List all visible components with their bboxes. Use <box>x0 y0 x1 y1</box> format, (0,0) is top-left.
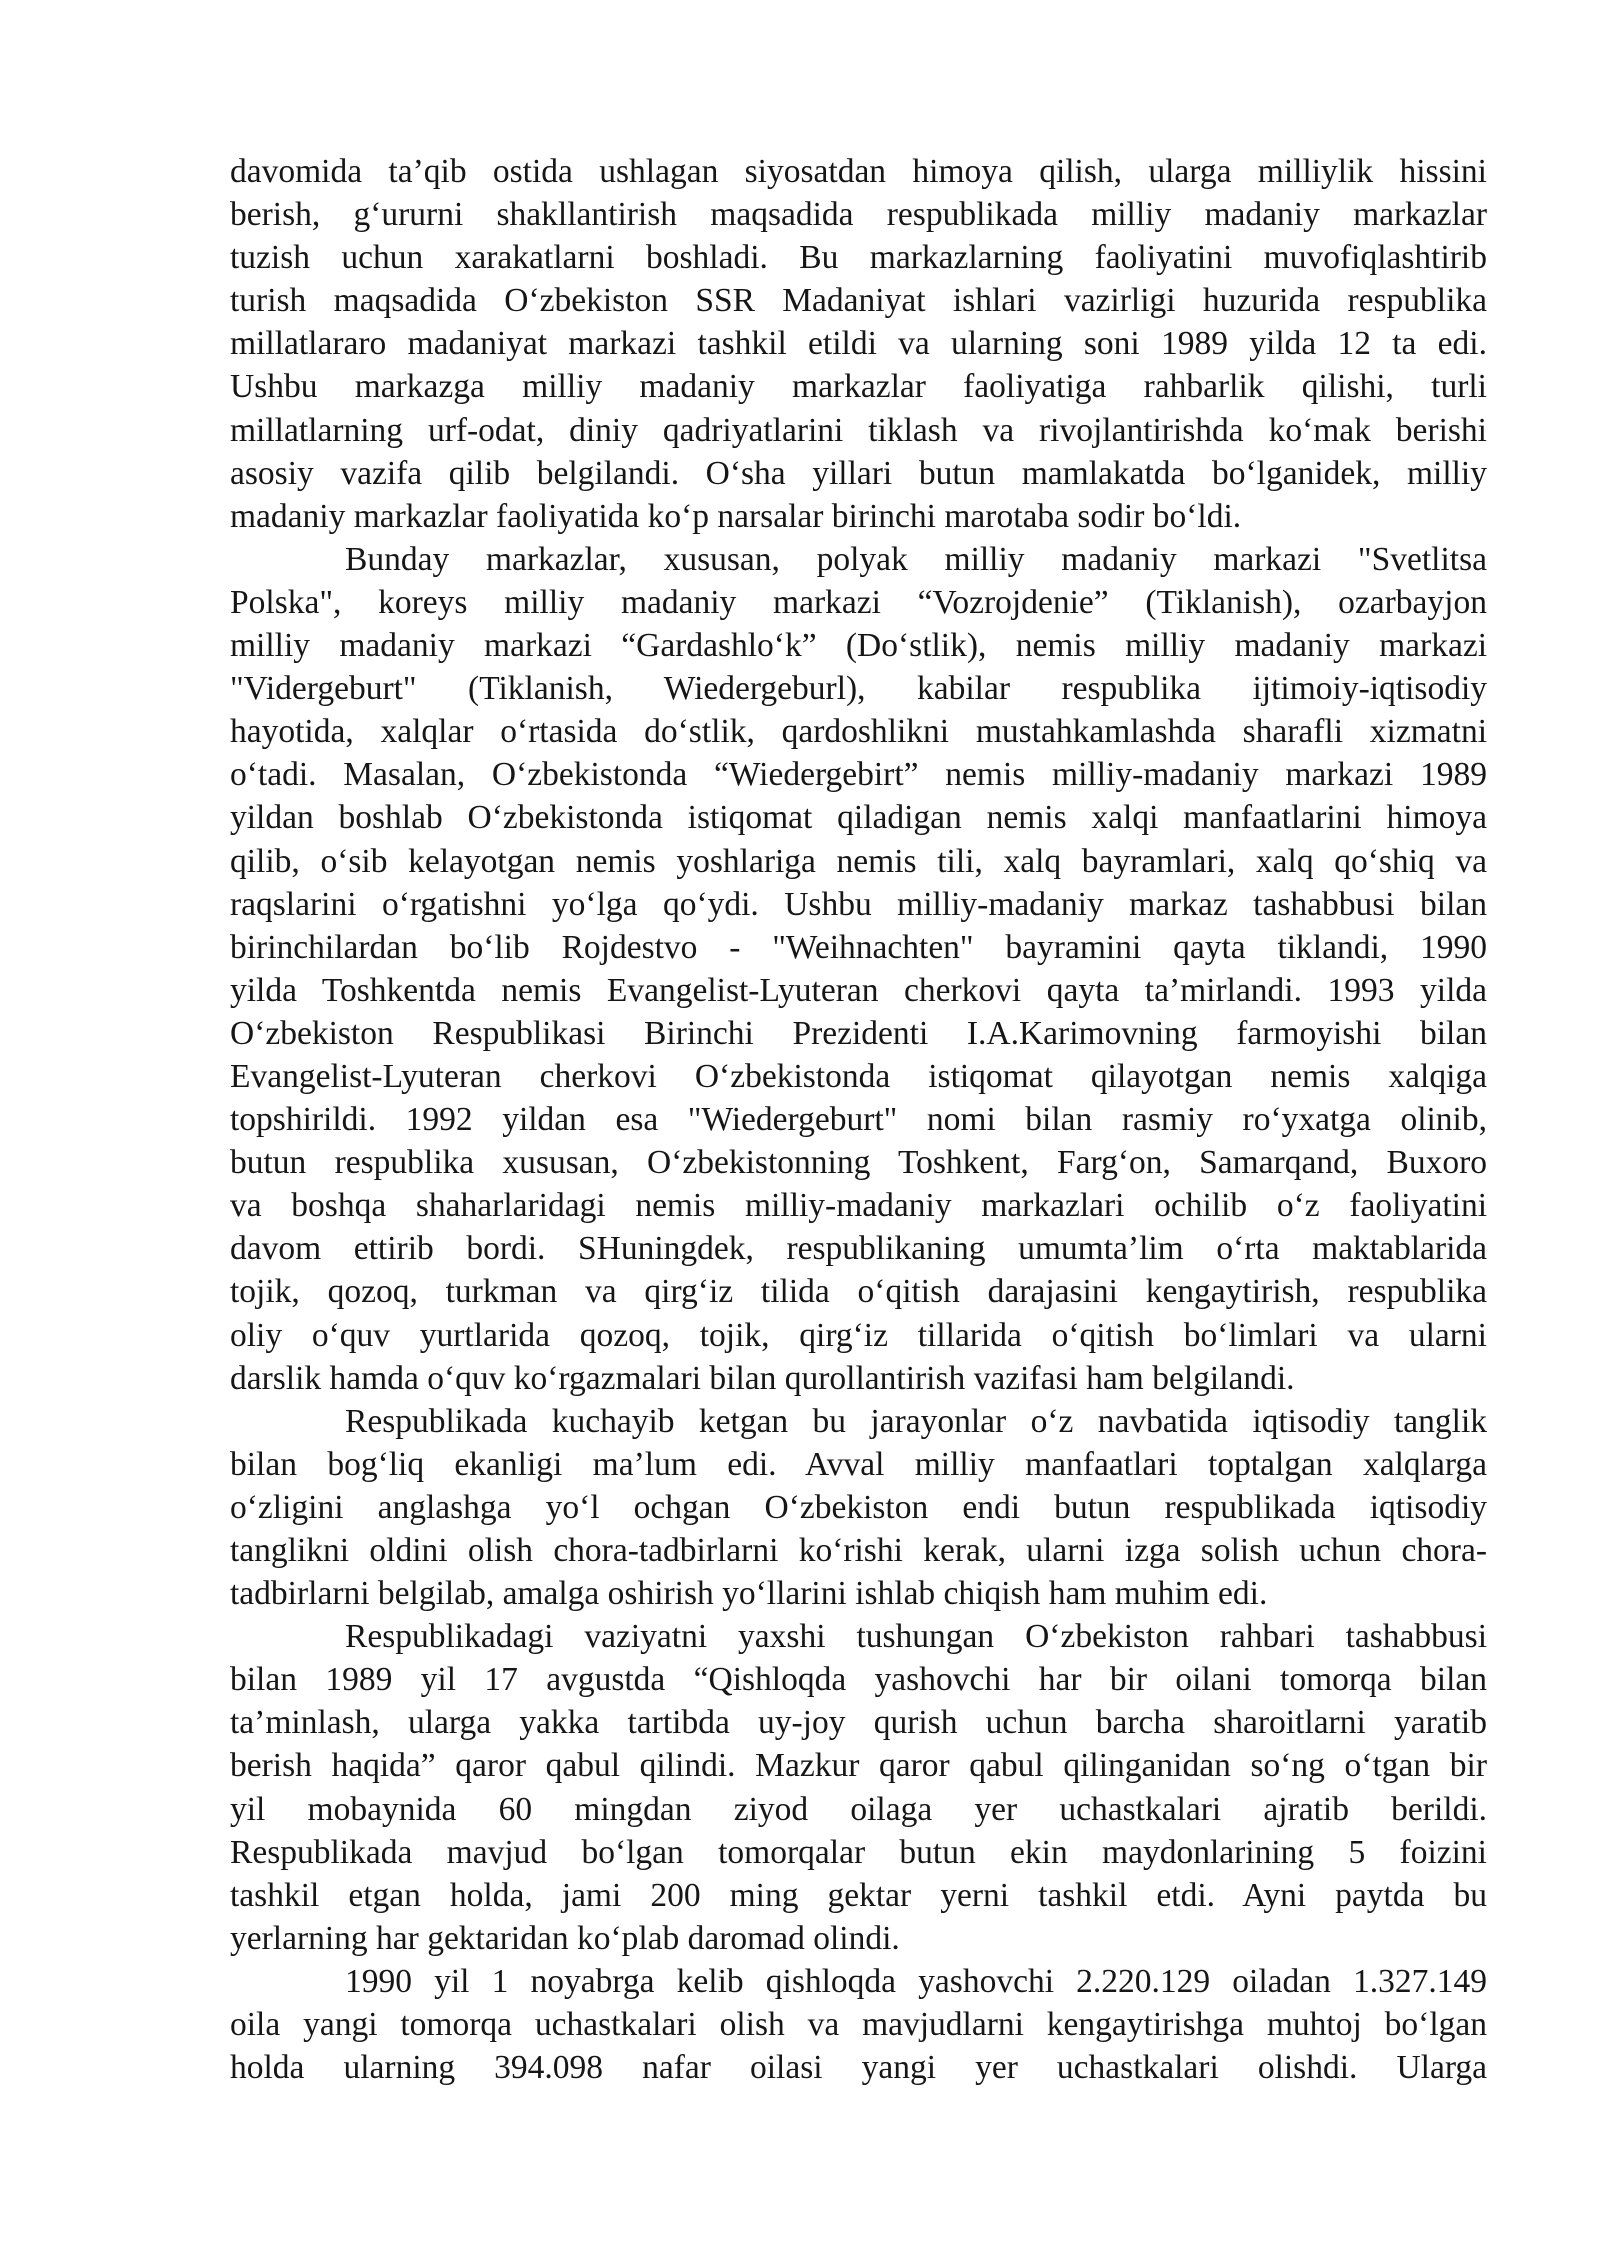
text-line: topshirildi. 1992 yildan esa "Wiedergeburt" nomi bilan rasmiy ro‘yxatga olinib, <box>230 1101 1487 1139</box>
text-line: tanglikni oldini olish chora-tadbirlarni ko‘rishi kerak, ularni izga solish uchun chora- <box>230 1532 1487 1569</box>
text-line: raqslarini o‘rgatishni yo‘lga qo‘ydi. Ushbu milliy-madaniy markaz tashabbusi bilan <box>230 885 1487 923</box>
text-line: o‘tadi. Masalan, O‘zbekistonda “Wiedergebirt” nemis milliy-madaniy markazi 1989 <box>230 756 1487 794</box>
text-line: Ushbu markazga milliy madaniy markazlar faoliyatiga rahbarlik qilishi, turli <box>230 368 1487 406</box>
text-line: holda ularning 394.098 nafar oilasi yangi yer uchastkalari olishdi. Ularga <box>230 2049 1487 2087</box>
text-line: davomida ta’qib ostida ushlagan siyosatdan himoya qilish, ularga milliylik hissini <box>230 153 1487 190</box>
text-line: yilda Toshkentda nemis Evangelist-Lyuteran cherkovi qayta ta’mirlandi. 1993 yilda <box>230 971 1487 1009</box>
text-line: ta’minlash, ularga yakka tartibda uy-joy qurish uchun barcha sharoitlarni yaratib <box>230 1704 1487 1742</box>
text-line: bilan bog‘liq ekanligi ma’lum edi. Avval milliy manfaatlari toptalgan xalqlarga <box>230 1445 1487 1483</box>
text-line: O‘zbekiston Respublikasi Birinchi Prezidenti I.A.Karimovning farmoyishi bilan <box>230 1014 1487 1052</box>
text-line: oila yangi tomorqa uchastkalari olish va mavjudlarni kengaytirishga muhtoj bo‘lgan <box>230 2006 1487 2044</box>
text-line: tadbirlarni belgilab, amalga oshirish yo‘llarini ishlab chiqish ham muhim edi. <box>230 1575 1268 1613</box>
text-line: madaniy markazlar faoliyatida ko‘p narsalar birinchi marotaba sodir bo‘ldi. <box>230 497 1242 535</box>
text-line: hayotida, xalqlar o‘rtasida do‘stlik, qardoshlikni mustahkamlashda sharafli xizmatni <box>230 713 1487 751</box>
text-line: oliy o‘quv yurtlarida qozoq, tojik, qirg‘iz tillarida o‘qitish bo‘limlari va ularni <box>230 1316 1487 1354</box>
text-line: yerlarning har gektaridan ko‘plab daromad olindi. <box>230 1919 900 1957</box>
text-line: berish, g‘ururni shakllantirish maqsadida respublikada milliy madaniy markazlar <box>230 196 1487 234</box>
text-line: Evangelist-Lyuteran cherkovi O‘zbekistonda istiqomat qilayotgan nemis xalqiga <box>230 1057 1487 1095</box>
text-line: davom ettirib bordi. SHuningdek, respublikaning umumta’lim o‘rta maktablarida <box>230 1230 1487 1268</box>
text-line: asosiy vazifa qilib belgilandi. O‘sha yillari butun mamlakatda bo‘lganidek, milliy <box>230 454 1487 492</box>
text-line: "Vidergeburt" (Tiklanish, Wiedergeburl), kabilar respublika ijtimoiy-iqtisodiy <box>230 670 1487 708</box>
text-line: millatlarning urf-odat, diniy qadriyatlarini tiklash va rivojlantirishda ko‘mak berishi <box>230 411 1487 449</box>
text-line: tuzish uchun xarakatlarni boshladi. Bu markazlarning faoliyatini muvofiqlashtirib <box>230 239 1487 277</box>
paragraph-first-line: 1990 yil 1 noyabrga kelib qishloqda yashovchi 2.220.129 oiladan 1.327.149 <box>345 1962 1487 2000</box>
text-line: turish maqsadida O‘zbekiston SSR Madaniyat ishlari vazirligi huzurida respublika <box>230 282 1487 320</box>
text-line: darslik hamda o‘quv ko‘rgazmalari bilan qurollantirish vazifasi ham belgilandi. <box>230 1359 1295 1397</box>
paragraph-first-line: Bunday markazlar, xususan, polyak milliy madaniy markazi "Svetlitsa <box>345 540 1487 578</box>
paragraph-first-line: Respublikadagi vaziyatni yaxshi tushungan O‘zbekiston rahbari tashabbusi <box>345 1618 1487 1656</box>
document-page <box>230 150 1487 2089</box>
text-line: Respublikada mavjud bo‘lgan tomorqalar butun ekin maydonlarining 5 foizini <box>230 1833 1487 1871</box>
text-line: birinchilardan bo‘lib Rojdestvo - "Weihnachten" bayramini qayta tiklandi, 1990 <box>230 928 1487 966</box>
text-line: bilan 1989 yil 17 avgustda “Qishloqda yashovchi har bir oilani tomorqa bilan <box>230 1661 1487 1699</box>
paragraph-first-line: Respublikada kuchayib ketgan bu jarayonlar o‘z navbatida iqtisodiy tanglik <box>345 1402 1487 1440</box>
text-line: Polska", koreys milliy madaniy markazi “Vozrojdenie” (Tiklanish), ozarbayjon <box>230 583 1487 621</box>
text-line: butun respublika xususan, O‘zbekistonning Toshkent, Farg‘on, Samarqand, Buxoro <box>230 1144 1487 1182</box>
text-line: tashkil etgan holda, jami 200 ming gektar yerni tashkil etdi. Ayni paytda bu <box>230 1876 1487 1914</box>
text-line: tojik, qozoq, turkman va qirg‘iz tilida o‘qitish darajasini kengaytirish, respublika <box>230 1273 1487 1311</box>
text-line: o‘zligini anglashga yo‘l ochgan O‘zbekiston endi butun respublikada iqtisodiy <box>230 1488 1487 1526</box>
text-line: berish haqida” qaror qabul qilindi. Mazkur qaror qabul qilinganidan so‘ng o‘tgan bir <box>230 1747 1487 1785</box>
text-line: yil mobaynida 60 mingdan ziyod oilaga yer uchastkalari ajratib berildi. <box>230 1790 1487 1828</box>
text-line: milliy madaniy markazi “Gardashlo‘k” (Do‘stlik), nemis milliy madaniy markazi <box>230 627 1487 665</box>
text-line: millatlararo madaniyat markazi tashkil etildi va ularning soni 1989 yilda 12 ta edi. <box>230 325 1487 363</box>
text-line: qilib, o‘sib kelayotgan nemis yoshlariga nemis tili, xalq bayramlari, xalq qo‘shiq va <box>230 842 1487 880</box>
text-line: yildan boshlab O‘zbekistonda istiqomat qiladigan nemis xalqi manfaatlarini himoya <box>230 799 1487 837</box>
text-line: va boshqa shaharlaridagi nemis milliy-madaniy markazlari ochilib o‘z faoliyatini <box>230 1187 1487 1225</box>
